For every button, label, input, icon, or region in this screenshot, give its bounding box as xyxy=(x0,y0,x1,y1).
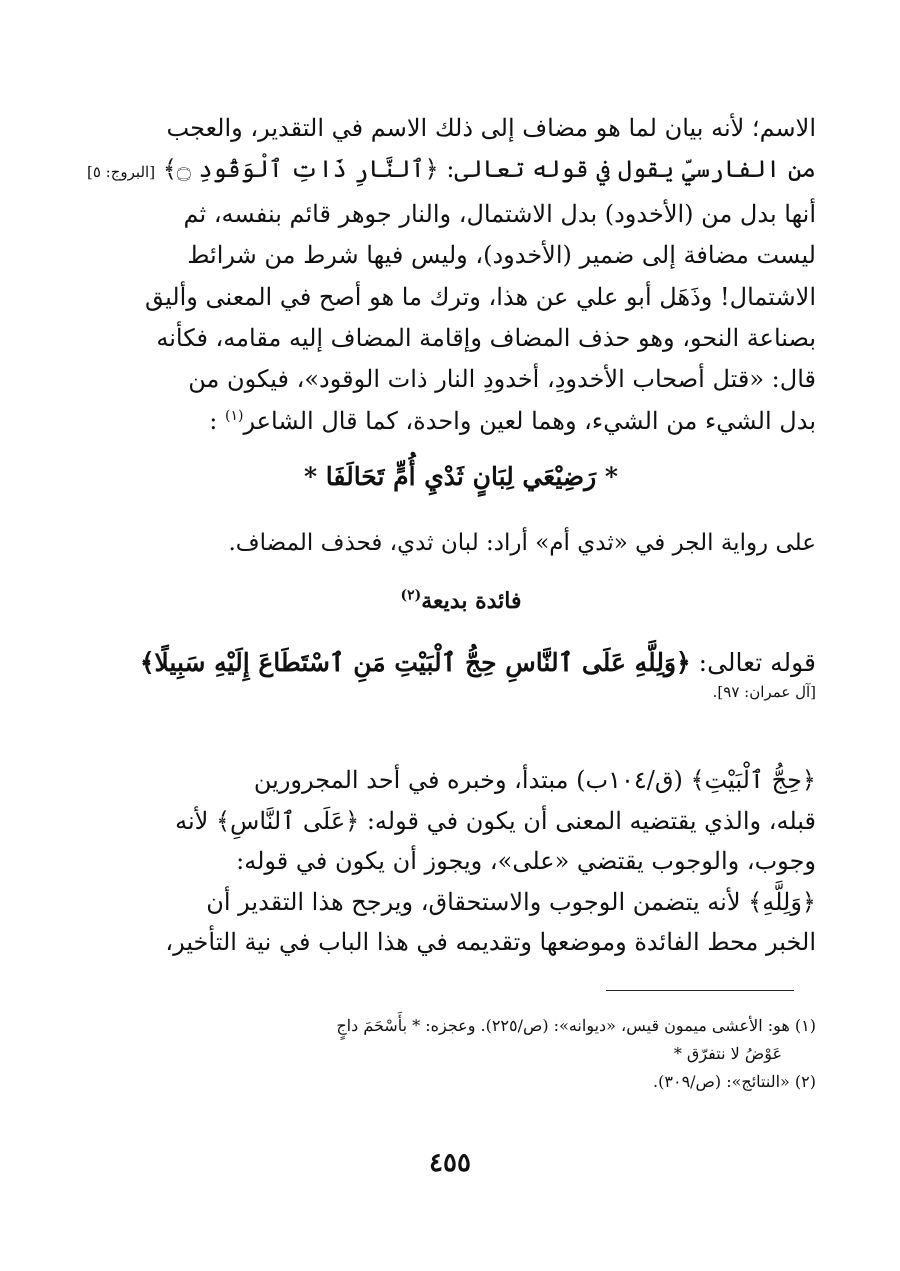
footnotes xyxy=(106,1012,816,1096)
heading-text: فائدة بديعة xyxy=(421,588,522,614)
paragraph-line: بصناعة النحو، وهو حذف المضاف وإقامة المضاف إليه مقامه، فكأنه xyxy=(156,324,816,353)
paragraph-line: ﴿وَلِلَّهِ﴾ لأنه يتضمن الوجوب والاستحقاق، ويرجح هذا التقدير أن xyxy=(206,887,816,916)
footnote-ref-2: (٢) xyxy=(400,587,422,604)
footnote-ref-1: (١) xyxy=(224,407,244,424)
colon: : xyxy=(209,406,218,435)
surah-reference: [البروج: ٥] xyxy=(86,163,156,182)
footnote-1-continuation: عَوْضُ لا نتفرّق * xyxy=(673,1044,782,1063)
paragraph-line xyxy=(86,149,816,193)
quran-quote-line: من الفارسيِّ يقول في قوله تعالى: ﴿ٱلنَّارِ ذَاتِ ٱلْوَقُودِ ۝﴾ xyxy=(162,155,816,184)
footnote-2: (٢) «النتائج»: (ص/٣٠٩). xyxy=(653,1072,816,1091)
paragraph-line: أنها بدل من (الأخدود) بدل الاشتمال، والنار جوهر قائم بنفسه، ثم xyxy=(183,199,816,228)
footnote-divider xyxy=(606,990,794,991)
paragraph-line: ليست مضافة إلى ضمير (الأخدود)، وليس فيها شرط من شرائط xyxy=(187,241,816,270)
poetry-verse: * رَضِيْعَي لِبَانٍ ثَدْيِ أُمٍّ تَحَالَفَا * xyxy=(304,462,618,491)
paragraph-line: قبله، والذي يقتضيه المعنى أن يكون في قوله: ﴿عَلَى ٱلنَّاسِ﴾ لأنه xyxy=(175,806,816,835)
paragraph-line: الخبر محط الفائدة وموضعها وتقديمه في هذا الباب في نية التأخير، xyxy=(165,928,816,957)
footnote-1: (١) هو: الأعشى ميمون قيس، «ديوانه»: (ص/٢٢٥). وعجزه: * بأَسْحَمَ داجٍ xyxy=(336,1016,816,1035)
paragraph-line: الاسم؛ لأنه بيان لما هو مضاف إلى ذلك الاسم في التقدير، والعجب xyxy=(166,114,816,142)
quran-citation xyxy=(106,648,816,701)
quran-line xyxy=(106,648,816,677)
paragraph-line: وجوب، والوجوب يقتضي «على»، ويجوز أن يكون في قوله: xyxy=(236,847,816,876)
page-number: ٤٥٥ xyxy=(429,1148,471,1178)
paragraph-text: بدل الشيء من الشيء، وهما لعين واحدة، كما قال الشاعر xyxy=(243,406,816,435)
explanation-line: على رواية الجر في «ثدي أم» أراد: لبان ثدي، فحذف المضاف. xyxy=(228,530,816,556)
quran-verse: ﴿وَلِلَّهِ عَلَى ٱلنَّاسِ حِجُّ ٱلْبَيْتِ مَنِ ٱسْتَطَاعَ إِلَيْهِ سَبِيلًا﴾ xyxy=(139,648,691,677)
paragraph-line: قال: «قتل أصحاب الأخدودِ، أخدودِ النار ذات الوقود»، فيكون من xyxy=(188,365,816,394)
main-paragraph xyxy=(86,108,816,442)
paragraph-line xyxy=(106,401,816,442)
paragraph-line: الاشتمال! وذَهَل أبو علي عن هذا، وترك ما هو أصح في المعنى وأليق xyxy=(145,282,816,311)
paragraph-line: ﴿حِجُّ ٱلْبَيْتِ﴾ (ق/١٠٤ب) مبتدأ، وخبره في أحد المجرورين xyxy=(253,766,816,794)
surah-reference: [آل عمران: ٩٧]. xyxy=(712,683,816,701)
second-paragraph xyxy=(106,760,816,963)
section-heading xyxy=(106,588,816,614)
quran-intro: قوله تعالى: xyxy=(698,648,816,677)
